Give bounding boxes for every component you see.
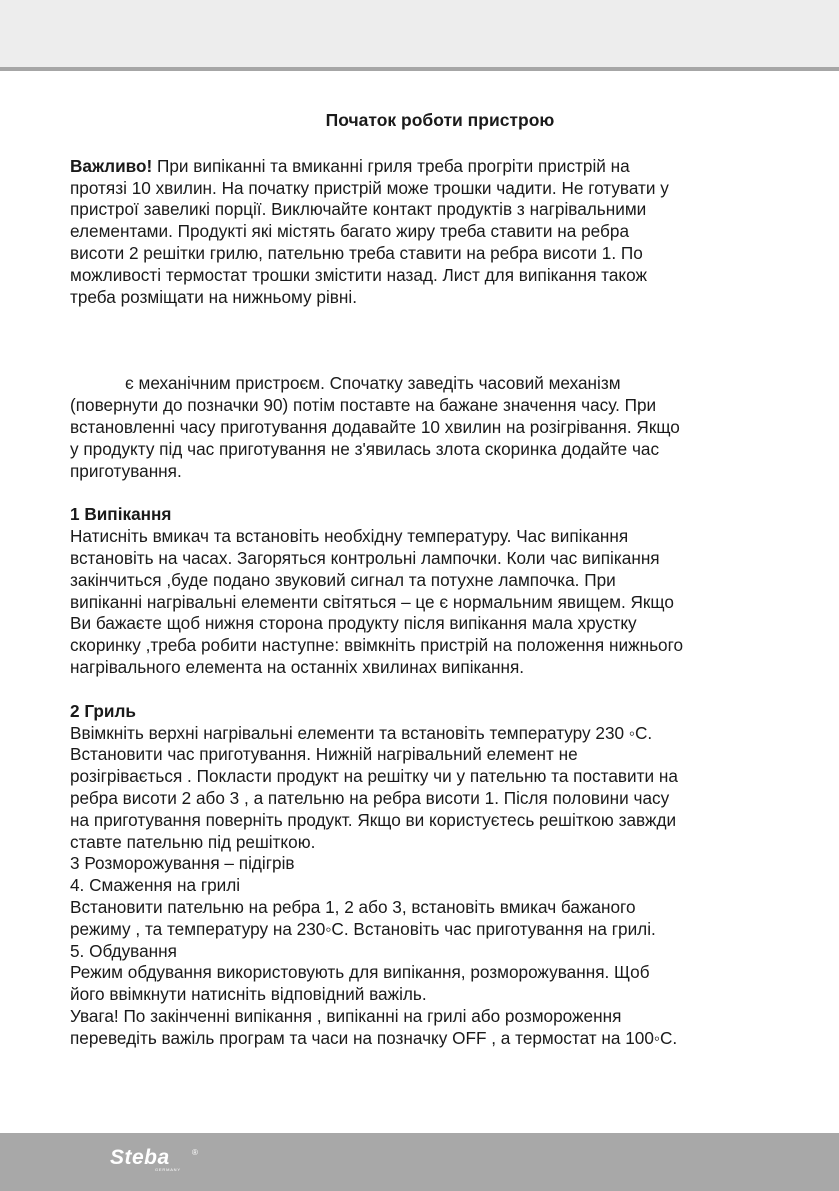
line: Встановити час приготування. Нижній нагрівальний елемент не — [70, 744, 578, 765]
important-label: Важливо! — [70, 155, 153, 176]
line: протязі 10 хвилин. На початку пристрій може трошки чадити. Не готувати у — [70, 177, 669, 198]
line: режиму , та температуру на 230◦C. Встановіть час приготування на грилі. — [70, 918, 656, 939]
line: на приготування поверніть продукт. Якщо ви користуєтесь решіткою завжди — [70, 809, 677, 830]
line: можливості термостат трошки змістити назад. Лист для випікання також — [70, 264, 647, 285]
line: 3 Розморожування – підігрів — [70, 853, 295, 874]
line: ребра висоти 2 або 3 , а пательню на ребра висоти 1. Після половини часу — [70, 787, 670, 808]
important-paragraph — [70, 156, 800, 309]
steba-logo — [110, 1146, 205, 1176]
registered-mark: ® — [192, 1148, 198, 1157]
section-grill — [70, 701, 800, 1050]
line: Ввімкніть верхні нагрівальні елементи та встановіть температуру 230 ◦C. — [70, 722, 653, 743]
line: Ви бажаєте щоб нижня сторона продукту після випікання мала хрустку — [70, 613, 637, 634]
line: висоти 2 решітки грилю, пательню треба ставити на ребра висоти 1. По — [70, 242, 643, 263]
section-baking — [70, 504, 800, 678]
page-content — [70, 110, 800, 1049]
header-rule — [0, 67, 839, 71]
line: Натисніть вмикач та встановіть необхідну температуру. Час випікання — [70, 526, 629, 547]
line: у продукту під час приготування не з'явилась злота скоринка додайте час — [70, 438, 660, 459]
line: встановіть на часах. Загоряться контрольні лампочки. Коли час випікання — [70, 547, 660, 568]
logo-subtitle: GERMANY — [155, 1167, 181, 1172]
line: встановленні часу приготування додавайте 10 хвилин на розігрівання. Якщо — [70, 416, 680, 437]
line: випіканні нагрівальні елементи світяться – це є нормальним явищем. Якщо — [70, 591, 674, 612]
line: закінчиться ,буде подано звуковий сигнал та потухне лампочка. При — [70, 569, 616, 590]
line: (повернути до позначки 90) потім поставте на бажане значення часу. При — [70, 395, 657, 416]
line: Увага! По закінченні випікання , випіканні на грилі або розмороження — [70, 1005, 622, 1026]
line: 5. Обдування — [70, 940, 177, 961]
line: пристрої завеликі порції. Виключайте контакт продуктів з нагрівальними — [70, 199, 647, 220]
section-heading: 2 Гриль — [70, 700, 136, 721]
line: Режим обдування використовують для випікання, розморожування. Щоб — [70, 962, 650, 983]
line: ставте пательню під решіткою. — [70, 831, 316, 852]
line: нагрівального елемента на останніх хвилинах випікання. — [70, 656, 525, 677]
header-band — [0, 0, 839, 67]
line: 4. Смаження на грилі — [70, 875, 241, 896]
line: переведіть важіль програм та часи на позначку OFF , а термостат на 100◦C. — [70, 1027, 678, 1048]
line: є механічним пристроєм. Спочатку заведіть часовий механізм — [125, 373, 621, 394]
line: його ввімкнути натисніть відповідний важіль. — [70, 984, 427, 1005]
logo-text: Steba — [110, 1146, 170, 1169]
line: розігрівається . Покласти продукт на решітку чи у пательню та поставити на — [70, 766, 678, 787]
line: приготування. — [70, 460, 182, 481]
line: елементами. Продукті які містять багато жиру треба ставити на ребра — [70, 221, 630, 242]
section-heading: 1 Випікання — [70, 504, 172, 525]
timer-paragraph — [70, 373, 800, 482]
line: При випіканні та вмиканні гриля треба прогріти пристрій на — [152, 155, 630, 176]
line: скоринку ,треба робити наступне: ввімкніть пристрій на положення нижнього — [70, 635, 684, 656]
page-title: Початок роботи пристрою — [325, 110, 555, 130]
line: Встановити пательню на ребра 1, 2 або 3, встановіть вмикач бажаного — [70, 896, 636, 917]
line: треба розміщати на нижньому рівні. — [70, 286, 357, 307]
